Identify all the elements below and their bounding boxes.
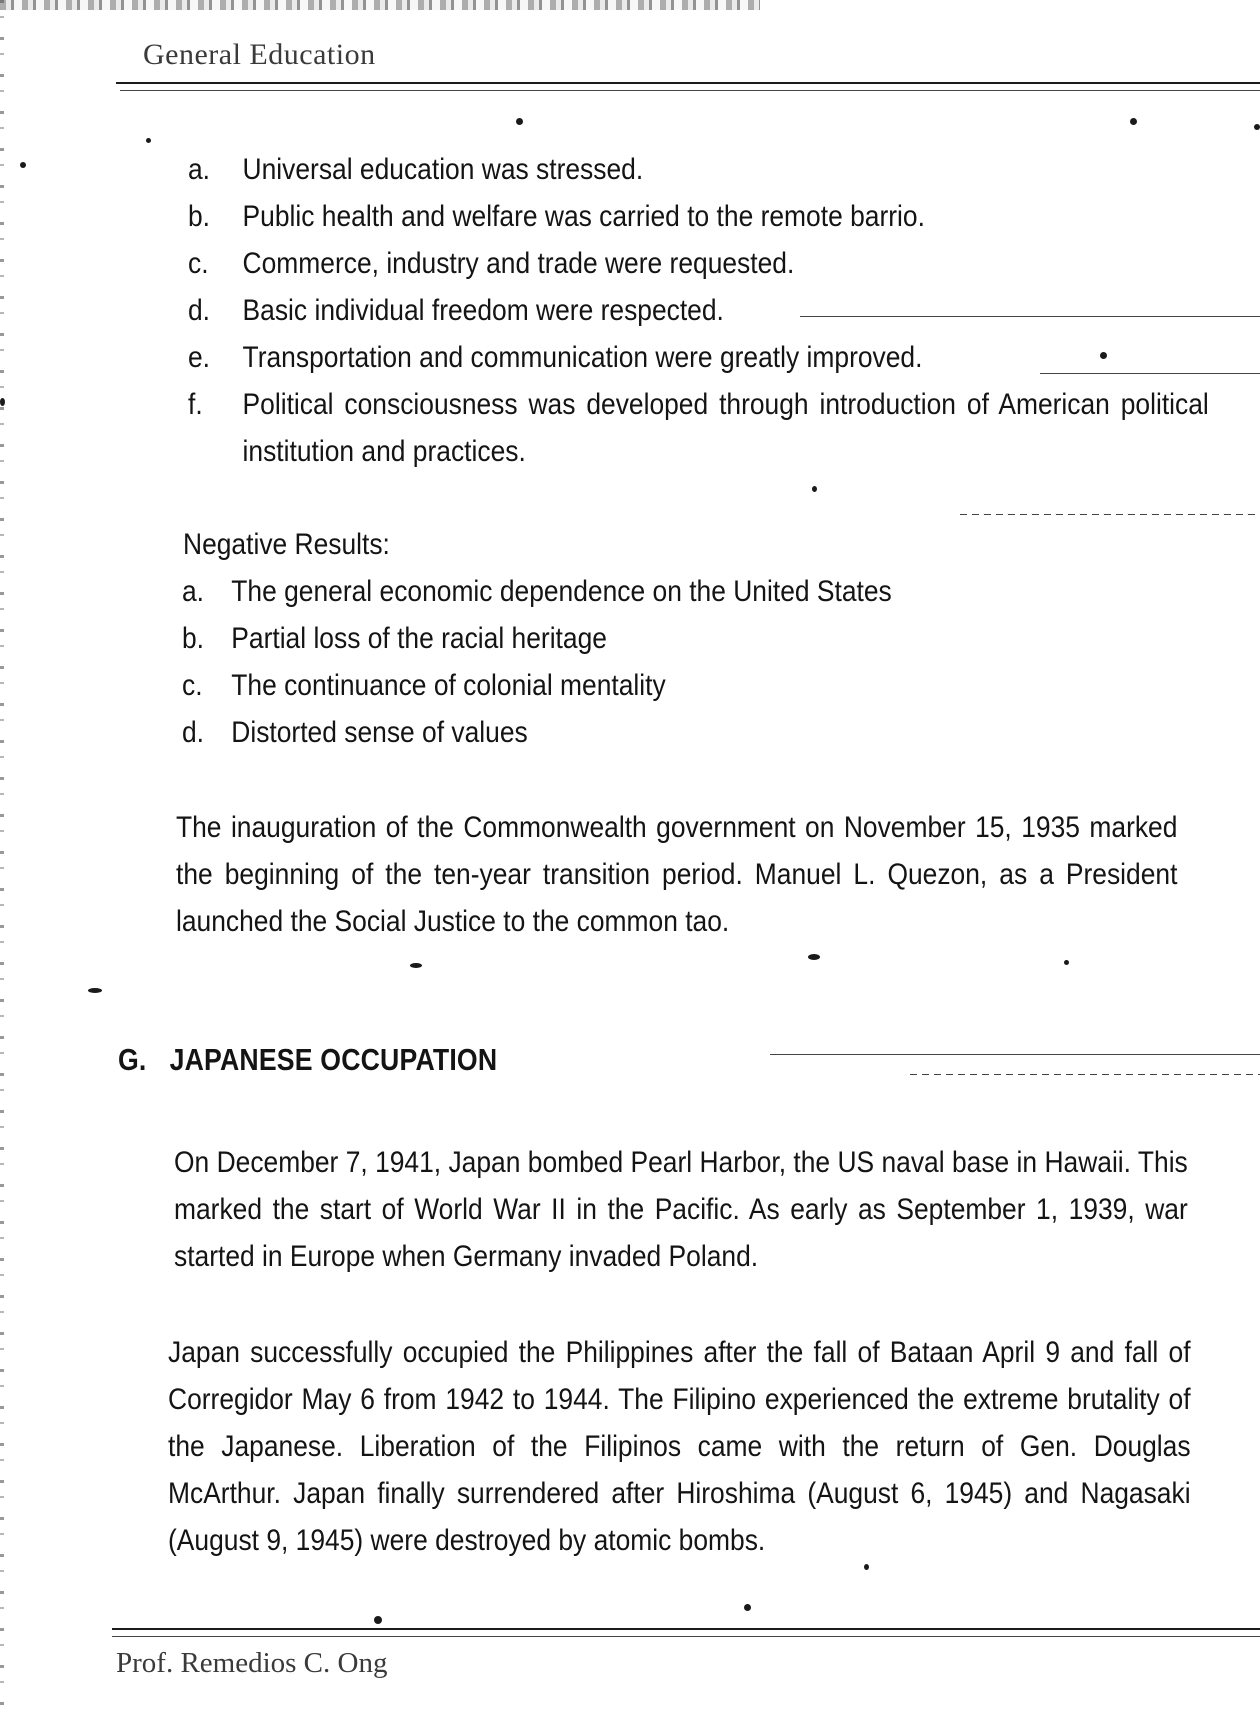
list-marker: e. <box>188 341 211 374</box>
footer-author: Prof. Remedios C. Ong <box>116 1647 388 1679</box>
list-item <box>182 662 1150 709</box>
section-title: JAPANESE OCCUPATION <box>169 1042 498 1077</box>
list-item-text: Political consciousness was developed through introduction of American political institution and practices. <box>242 388 1209 468</box>
list-item <box>188 146 1209 193</box>
commonwealth-paragraph: The inauguration of the Commonwealth government on November 15, 1935 marked the beginning of the ten-year transition period. Manuel L. Quezon, as a President launched the Social Justice to the common tao. <box>176 811 1178 938</box>
scan-speck <box>1254 124 1260 130</box>
list-item <box>182 615 1150 662</box>
pearl-harbor-paragraph: On December 7, 1941, Japan bombed Pearl Harbor, the US naval base in Hawaii. This marked the start of World War II in the Pacific. As early as September 1, 1939, war started in Europe when Germany invaded Poland. <box>174 1146 1188 1273</box>
list-item-text: Transportation and communication were greatly improved. <box>242 341 923 374</box>
footer-rule-secondary <box>112 1636 1260 1637</box>
scan-noise-top <box>0 0 760 10</box>
list-marker: c. <box>188 247 209 280</box>
list-item-text: Public health and welfare was carried to the remote barrio. <box>242 200 925 233</box>
scan-speck <box>374 1616 382 1624</box>
list-item <box>188 193 1209 240</box>
scan-speck <box>1130 118 1137 125</box>
scan-speck <box>516 118 523 125</box>
scan-speck <box>864 1564 869 1570</box>
positive-results-list <box>188 146 1209 475</box>
list-item <box>182 568 1150 615</box>
header-rule-secondary <box>120 90 1260 91</box>
running-header-title: General Education <box>143 38 376 71</box>
list-item-text: The general economic dependence on the United States <box>231 575 892 608</box>
footer-rule <box>112 1628 1260 1630</box>
list-item <box>182 709 1150 756</box>
scan-speck <box>146 138 151 143</box>
list-marker: a. <box>182 575 205 608</box>
list-marker: b. <box>188 200 211 233</box>
scan-speck <box>0 398 5 406</box>
list-item-text: Distorted sense of values <box>231 716 528 749</box>
scan-speck <box>410 963 422 968</box>
list-marker: c. <box>182 669 203 702</box>
list-item-text: Commerce, industry and trade were requested. <box>242 247 795 280</box>
negative-results-heading: Negative Results: <box>183 528 390 561</box>
list-marker: a. <box>188 153 211 186</box>
list-item-text: Universal education was stressed. <box>242 153 644 186</box>
list-item-text: The continuance of colonial mentality <box>231 669 666 702</box>
occupation-paragraph: Japan successfully occupied the Philippines after the fall of Bataan April 9 and fall of Corregidor May 6 from 1942 to 1944. The Filipino experienced the extreme brutality of the Japanese. Liberation of the Filipinos came with the return of Gen. Douglas McArthur. Japan finally surrendered after Hiroshima (August 6, 1945) and Nagasaki (August 9, 1945) were destroyed by atomic bombs. <box>168 1336 1191 1557</box>
scan-speck <box>20 162 26 168</box>
scan-line <box>910 1074 1260 1075</box>
list-item <box>188 381 1209 475</box>
scan-line <box>1040 373 1260 374</box>
list-marker: d. <box>182 716 205 749</box>
scan-noise-left-edge <box>0 0 4 1718</box>
scan-speck <box>808 954 820 960</box>
list-marker: d. <box>188 294 211 327</box>
section-heading <box>118 1042 497 1078</box>
list-item-text: Basic individual freedom were respected. <box>242 294 724 327</box>
scan-line <box>960 514 1260 515</box>
list-item <box>188 287 1209 334</box>
list-marker: f. <box>188 388 203 421</box>
negative-results-list <box>182 568 1150 756</box>
list-marker: b. <box>182 622 205 655</box>
scan-line <box>800 316 1260 317</box>
scan-speck <box>812 486 817 492</box>
list-item <box>188 240 1209 287</box>
list-item-text: Partial loss of the racial heritage <box>231 622 607 655</box>
scan-line <box>770 1054 1260 1055</box>
scan-speck <box>1064 960 1069 965</box>
scan-speck <box>88 988 102 993</box>
section-letter: G. <box>118 1042 147 1077</box>
scan-speck <box>744 1604 751 1611</box>
header-rule <box>116 82 1260 84</box>
